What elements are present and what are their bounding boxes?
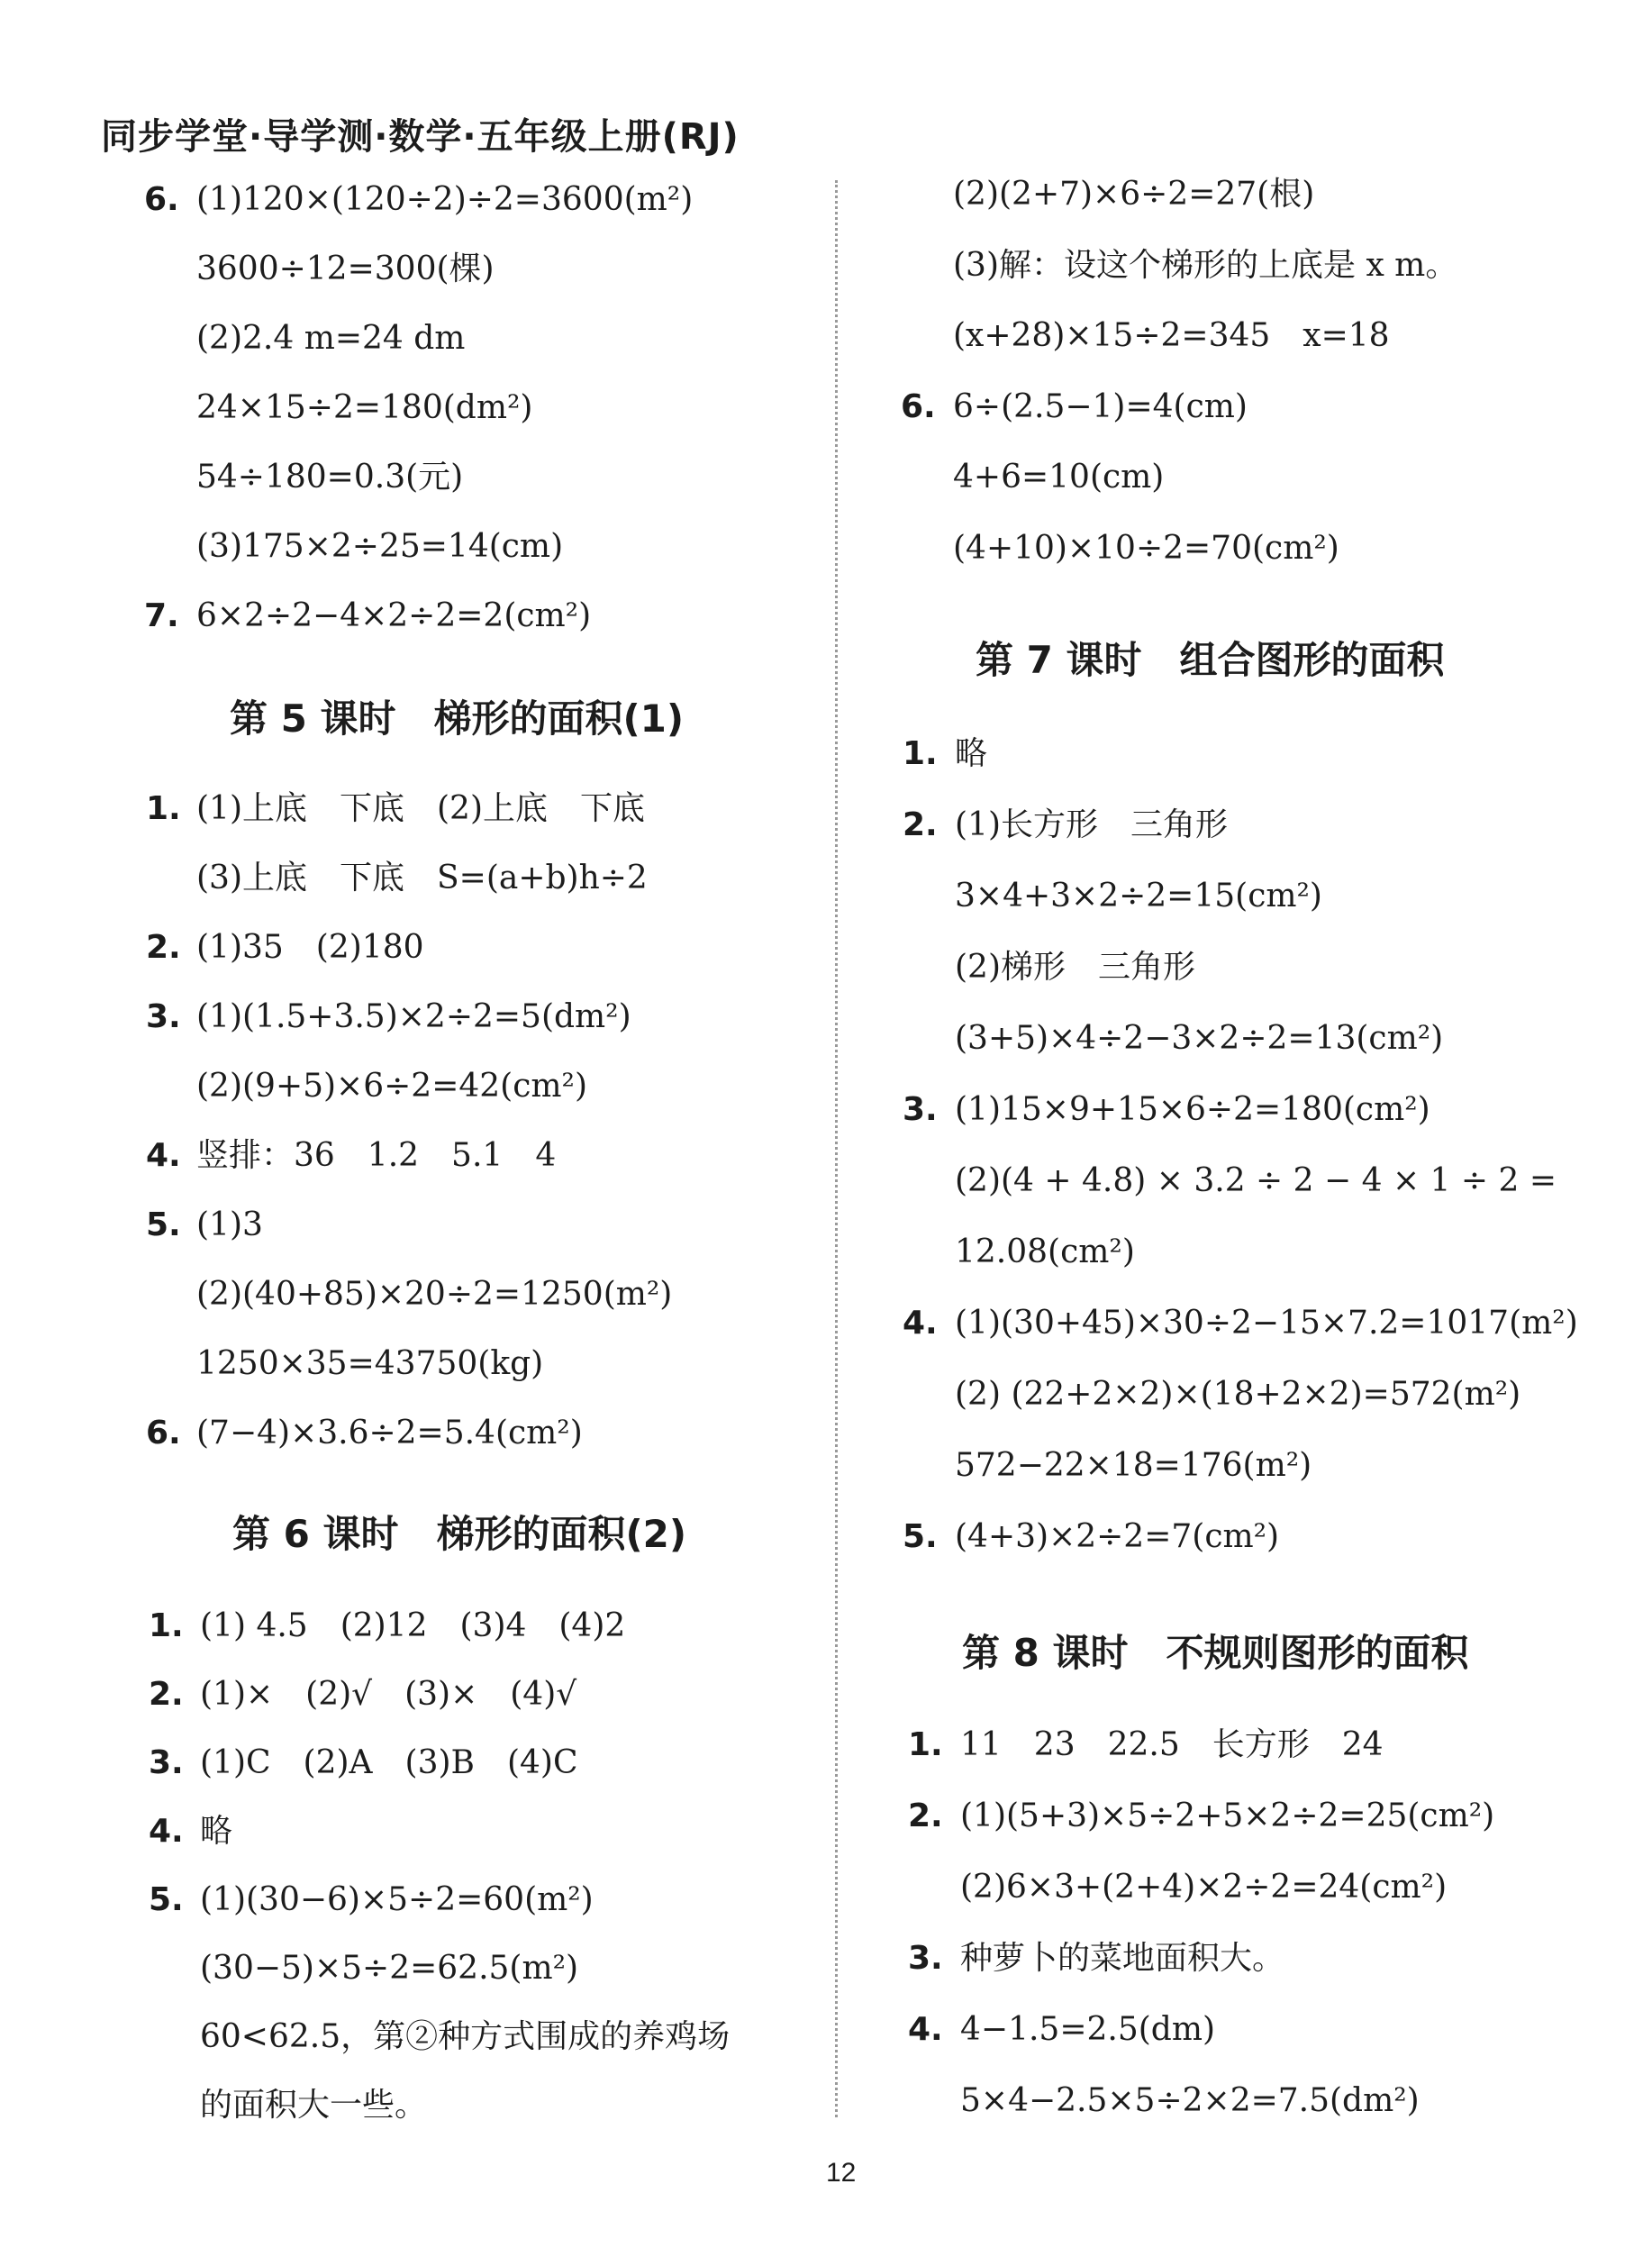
answer-line: (2) (22+2×2)×(18+2×2)=572(m²) xyxy=(955,1376,1521,1413)
answer-line: 3×4+3×2÷2=15(cm²) xyxy=(955,878,1322,915)
answer-line: (2)6×3+(2+4)×2÷2=24(cm²) xyxy=(960,1869,1448,1906)
item-number: 4. xyxy=(908,2011,943,2048)
item-number: 5. xyxy=(903,1518,938,1555)
answer-line: 6×2÷2−4×2÷2=2(cm²) xyxy=(196,597,592,634)
answer-line: (1)(30−6)×5÷2=60(m²) xyxy=(200,1881,594,1918)
answer-line: 的面积大一些。 xyxy=(200,2087,428,2124)
answer-line: 3600÷12=300(棵) xyxy=(196,250,495,287)
answer-line: (1)3 xyxy=(196,1206,263,1243)
item-number: 1. xyxy=(149,1607,184,1644)
answer-line: (1)(30+45)×30÷2−15×7.2=1017(m²) xyxy=(955,1305,1578,1342)
item-number: 2. xyxy=(146,929,181,966)
answer-line: (30−5)×5÷2=62.5(m²) xyxy=(200,1950,579,1987)
answer-line: 1250×35=43750(kg) xyxy=(196,1345,544,1382)
item-number: 6. xyxy=(144,181,179,218)
answer-line: (2)(40+85)×20÷2=1250(m²) xyxy=(196,1276,673,1313)
answer-line: (4+3)×2÷2=7(cm²) xyxy=(955,1518,1280,1555)
answer-line: 竖排：36 1.2 5.1 4 xyxy=(196,1137,557,1174)
answer-line: 4+6=10(cm) xyxy=(953,459,1165,496)
answer-line: (1)35 (2)180 xyxy=(196,929,424,966)
section-title-lesson-6: 第 6 课时 梯形的面积(2) xyxy=(232,1512,687,1556)
answer-line: (1)× (2)√ (3)× (4)√ xyxy=(200,1676,577,1713)
section-title-lesson-5: 第 5 课时 梯形的面积(1) xyxy=(230,696,685,741)
answer-line: (1)(1.5+3.5)×2÷2=5(dm²) xyxy=(196,998,631,1035)
item-number: 2. xyxy=(903,806,938,843)
item-number: 6. xyxy=(901,388,936,425)
answer-line: 种萝卜的菜地面积大。 xyxy=(960,1940,1285,1977)
answer-line: 4−1.5=2.5(dm) xyxy=(960,2011,1216,2048)
item-number: 1. xyxy=(903,735,938,772)
item-number: 4. xyxy=(146,1137,181,1174)
answer-line: 24×15÷2=180(dm²) xyxy=(196,389,533,426)
item-number: 3. xyxy=(146,998,181,1035)
answer-line: (2)(9+5)×6÷2=42(cm²) xyxy=(196,1068,587,1105)
item-number: 6. xyxy=(146,1415,181,1452)
answer-line: (4+10)×10÷2=70(cm²) xyxy=(953,530,1339,567)
item-number: 7. xyxy=(144,597,179,634)
answer-line: 略 xyxy=(200,1813,233,1850)
answer-line: (1)C (2)A (3)B (4)C xyxy=(200,1744,578,1781)
item-number: 2. xyxy=(149,1676,184,1713)
section-title-lesson-8: 第 8 课时 不规则图形的面积 xyxy=(962,1631,1469,1675)
answer-line: (3)解：设这个梯形的上底是 x m。 xyxy=(953,247,1458,284)
answer-line: (3+5)×4÷2−3×2÷2=13(cm²) xyxy=(955,1020,1444,1057)
page-header: 同步学堂·导学测·数学·五年级上册(RJ) xyxy=(101,116,740,158)
answer-line: (2)梯形 三角形 xyxy=(955,949,1195,986)
answer-line: (1)15×9+15×6÷2=180(cm²) xyxy=(955,1091,1430,1128)
item-number: 4. xyxy=(149,1813,184,1850)
answer-line: (2)2.4 m=24 dm xyxy=(196,320,466,357)
answer-line: 5×4−2.5×5÷2×2=7.5(dm²) xyxy=(960,2082,1420,2119)
answer-line: 572−22×18=176(m²) xyxy=(955,1447,1312,1484)
item-number: 5. xyxy=(146,1206,181,1243)
answer-line: (1)120×(120÷2)÷2=3600(m²) xyxy=(196,181,694,218)
item-number: 3. xyxy=(149,1744,184,1781)
answer-line: (3)175×2÷25=14(cm) xyxy=(196,528,564,565)
answer-line: (1) 4.5 (2)12 (3)4 (4)2 xyxy=(200,1607,626,1644)
page-number: 12 xyxy=(826,2158,857,2188)
answer-line: (x+28)×15÷2=345 x=18 xyxy=(953,317,1390,354)
answer-line: (2)(4 + 4.8) × 3.2 ÷ 2 − 4 × 1 ÷ 2 = xyxy=(955,1162,1557,1199)
answer-line: 12.08(cm²) xyxy=(955,1233,1135,1270)
item-number: 1. xyxy=(908,1726,943,1763)
answer-line: (1)(5+3)×5÷2+5×2÷2=25(cm²) xyxy=(960,1797,1495,1834)
answer-line: 54÷180=0.3(元) xyxy=(196,459,464,496)
answer-line: (1)长方形 三角形 xyxy=(955,806,1228,843)
answer-line: (3)上底 下底 S=(a+b)h÷2 xyxy=(196,860,648,896)
item-number: 5. xyxy=(149,1881,184,1918)
item-number: 4. xyxy=(903,1305,938,1342)
item-number: 3. xyxy=(908,1940,943,1977)
answer-line: (2)(2+7)×6÷2=27(根) xyxy=(953,176,1315,213)
answer-line: 11 23 22.5 长方形 24 xyxy=(960,1726,1384,1763)
item-number: 2. xyxy=(908,1797,943,1834)
section-title-lesson-7: 第 7 课时 组合图形的面积 xyxy=(976,638,1445,682)
item-number: 1. xyxy=(146,790,181,827)
answer-line: 6÷(2.5−1)=4(cm) xyxy=(953,388,1248,425)
column-divider xyxy=(835,180,838,2117)
answer-line: (1)上底 下底 (2)上底 下底 xyxy=(196,790,645,827)
answer-line: 60<62.5，第②种方式围成的养鸡场 xyxy=(200,2018,731,2055)
answer-line: (7−4)×3.6÷2=5.4(cm²) xyxy=(196,1415,583,1452)
answer-line: 略 xyxy=(955,735,988,772)
item-number: 3. xyxy=(903,1091,938,1128)
